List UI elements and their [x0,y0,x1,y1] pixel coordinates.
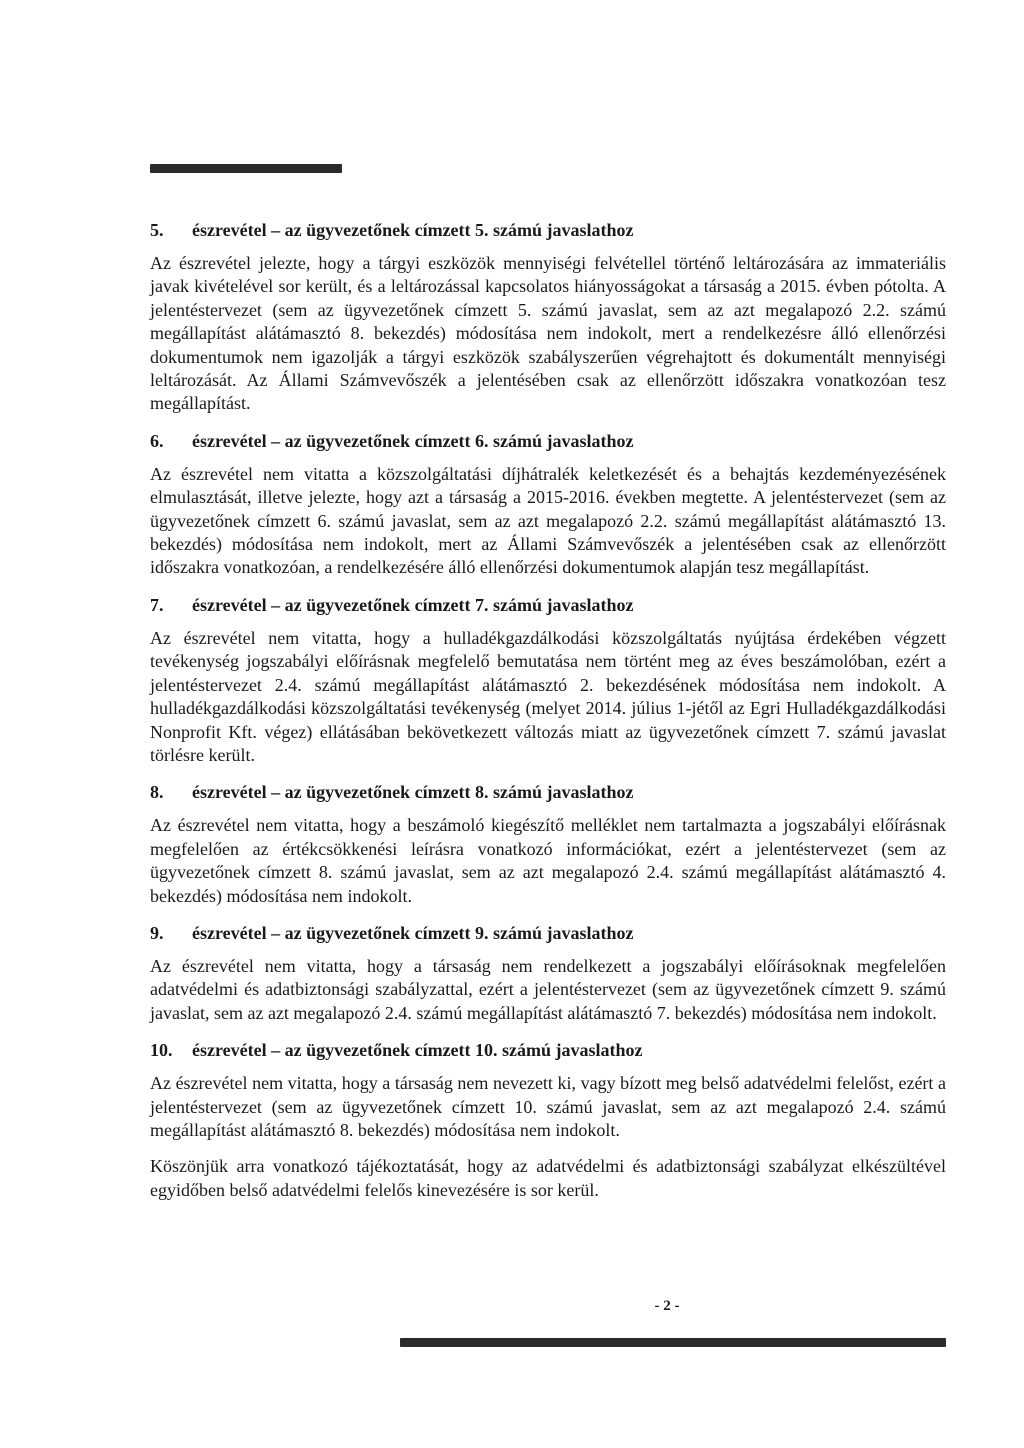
section-heading [150,780,946,804]
section-paragraph: Az észrevétel nem vitatta, hogy a hulladékgazdálkodási közszolgáltatás nyújtása érdekében végzett tevékenység jogszabályi előírásnak megfelelő bemutatása nem történt meg az éves beszámolóban, ezért a jelentéstervezet 2.4. számú megállapítást alátámasztó 2. bekezdésének módosítása nem indokolt. A hulladékgazdálkodási közszolgáltatási tevékenység (melyet 2014. július 1-jétől az Egri Hulladékgazdálkodási Nonprofit Kft. végez) ellátásában bekövetkezett változás miatt az ügyvezetőnek címzett 7. számú javaslat törlésre került. [150,627,946,765]
footer-rule [400,1338,946,1347]
section-number: 10. [150,1040,173,1061]
section-title: észrevétel – az ügyvezetőnek címzett 6. számú javaslathoz [192,430,634,451]
section-number: 9. [150,922,164,943]
section-title: észrevétel – az ügyvezetőnek címzett 5. számú javaslathoz [192,220,634,240]
section-heading [150,593,946,617]
header-rule [150,164,342,173]
section-8 [150,780,946,908]
section-heading [150,1038,946,1062]
document-body [150,218,946,1215]
section-paragraph: Az észrevétel nem vitatta, hogy a társaság nem rendelkezett a jogszabályi előírásoknak megfelelően adatvédelmi és adatbiztonsági szabályzattal, ezért a jelentéstervezet (sem az ügyvezetőnek címzett 9. számú javaslat, sem az azt megalapozó 2.4. számú megállapítást alátámasztó 7. bekezdés) módosítása nem indokolt. [150,955,946,1023]
section-paragraph: Az észrevétel nem vitatta, hogy a beszámoló kiegészítő melléklet nem tartalmazta a jogszabályi előírásnak megfelelően az értékcsökkenési leírásra vonatkozó információkat, ezért a jelentéstervezet (sem az ügyvezetőnek címzett 8. számú javaslat, sem az azt megalapozó 2.4. számú megállapítást alátámasztó 4. bekezdés) módosítása nem indokolt. [150,815,946,906]
section-title: észrevétel – az ügyvezetőnek címzett 8. számú javaslathoz [192,782,634,803]
section-10 [150,1038,946,1202]
section-number: 5. [150,220,164,240]
section-title: észrevétel – az ügyvezetőnek címzett 9. számú javaslathoz [192,922,634,943]
section-7 [150,593,946,767]
section-9 [150,921,946,1025]
page-number: - 2 - [654,1298,680,1314]
section-number: 7. [150,594,164,615]
section-paragraph: Az észrevétel nem vitatta a közszolgáltatási díjhátralék keletkezését és a behajtás kezdeményezésének elmulasztását, illetve jelezte, hogy azt a társaság a 2015-2016. években megtette. A jelentéstervezet (sem az ügyvezetőnek címzett 6. számú javaslat, sem az azt megalapozó 2.2. számú megállapítást alátámasztó 13. bekezdés) módosítása nem indokolt, mert az Állami Számvevőszék a jelentésében csak az ellenőrzött időszakra vonatkozóan, a rendelkezésére álló ellenőrzési dokumentumok alapján tesz megállapítást. [150,463,946,578]
section-6 [150,429,946,580]
section-number: 6. [150,430,164,451]
section-title: észrevétel – az ügyvezetőnek címzett 7. számú javaslathoz [192,594,634,615]
section-heading [150,429,946,453]
section-paragraph: Az észrevétel nem vitatta, hogy a társaság nem nevezett ki, vagy bízott meg belső adatvédelmi felelőst, ezért a jelentéstervezet (sem az ügyvezetőnek címzett 10. számú javaslat, sem az azt megalapozó 2.4. számú megállapítást alátámasztó 8. bekezdés) módosítása nem indokolt. [150,1073,946,1140]
section-paragraph: Az észrevétel jelezte, hogy a tárgyi eszközök mennyiségi felvétellel történő leltározására az immateriális javak kivételével sor került, és a leltározással kapcsolatos hiányosságokat a társaság a 2015. évben pótolta. A jelentéstervezet (sem az ügyvezetőnek címzett 5. számú javaslat, sem az azt megalapozó 2.2. számú megállapítást alátámasztó 8. bekezdés) módosítása nem indokolt, mert a rendelkezésre álló ellenőrzési dokumentumok nem igazolják a tárgyi eszközök szabályszerűen végrehajtott és dokumentált mennyiségi leltározását. Az Állami Számvevőszék a jelentésében csak az ellenőrzött időszakra vonatkozóan tesz megállapítást. [150,253,946,414]
section-number: 8. [150,782,164,803]
section-5 [150,218,946,416]
closing-paragraph: Köszönjük arra vonatkozó tájékoztatását, hogy az adatvédelmi és adatbiztonsági szabályzat elkészültével egyidőben belső adatvédelmi felelős kinevezésére is sor kerül. [150,1156,946,1200]
section-heading [150,921,946,945]
section-title: észrevétel – az ügyvezetőnek címzett 10. számú javaslathoz [192,1040,643,1061]
section-heading [150,218,946,242]
